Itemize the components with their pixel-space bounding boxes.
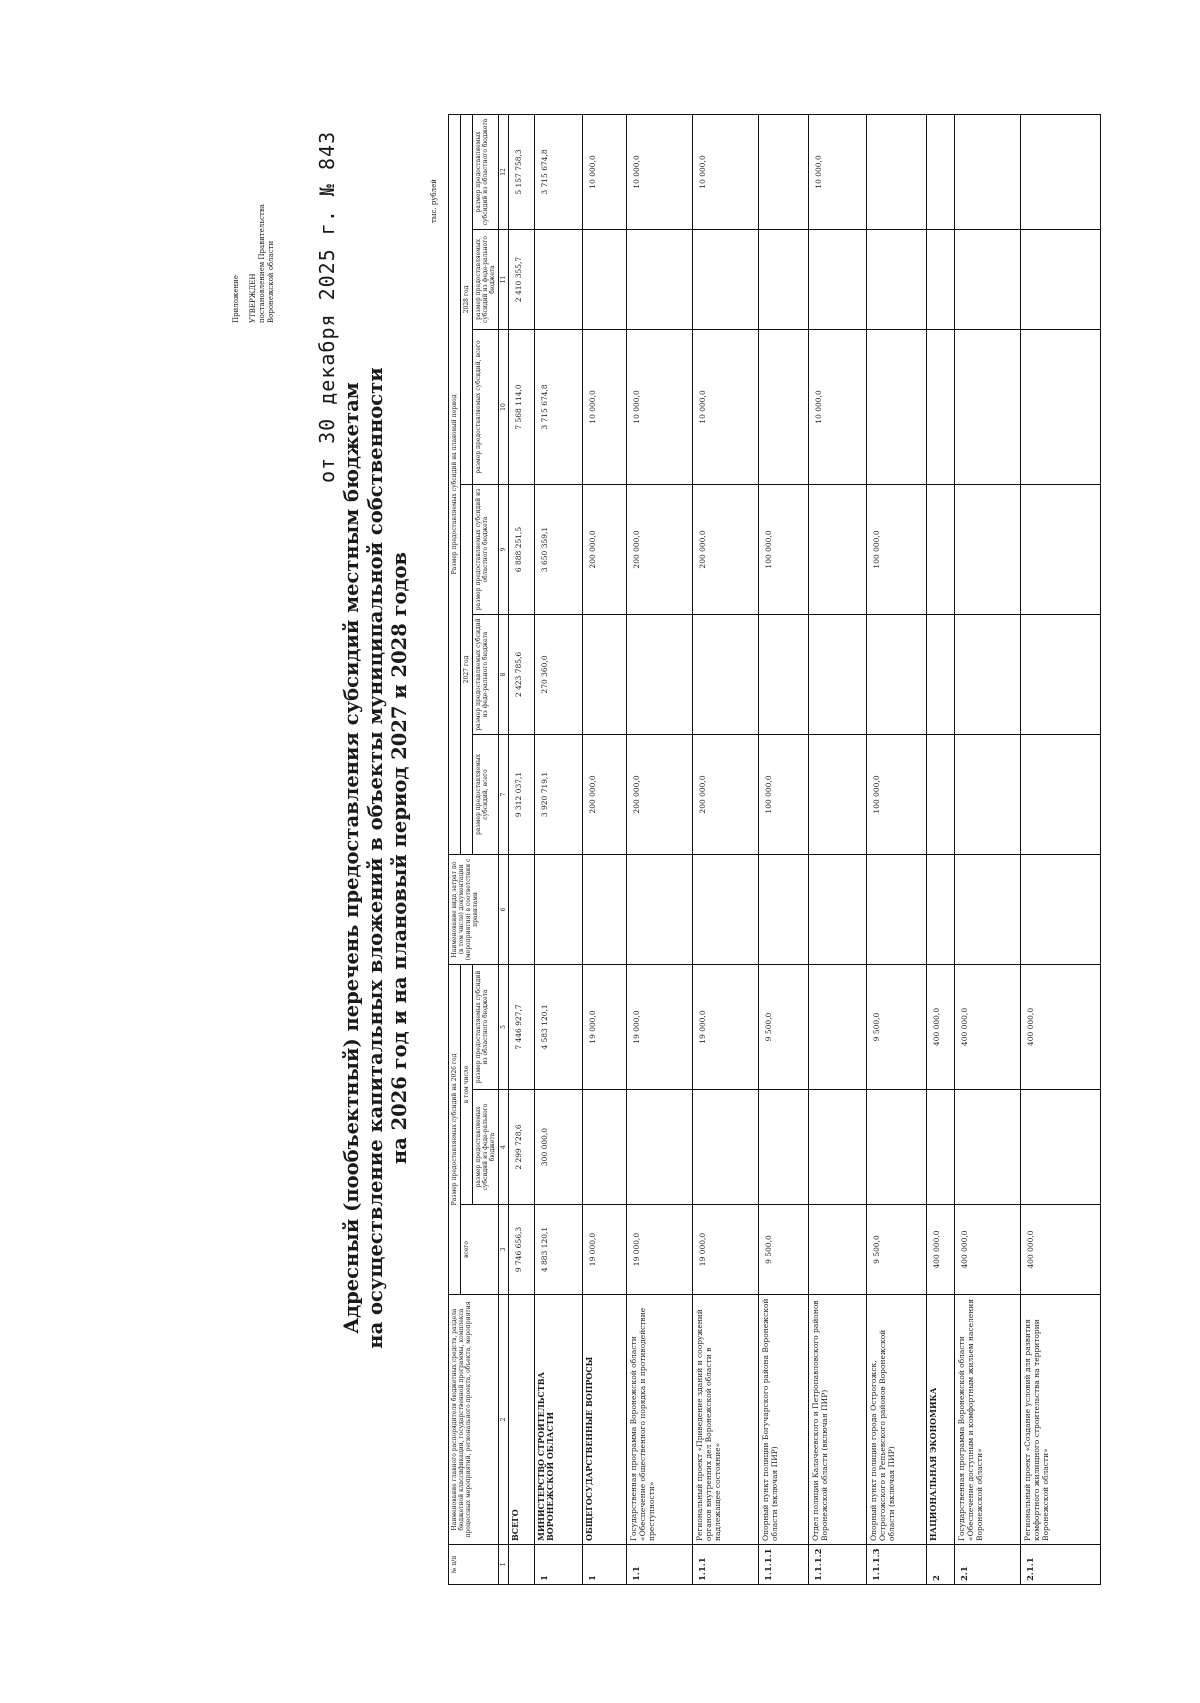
col-header-num: № п/п — [449, 1545, 499, 1585]
col-header-obl-2028: размер предоставляемых субсидий из областного бюджета — [473, 114, 499, 229]
cell-fed-2026 — [955, 1090, 1021, 1205]
cell-obl-2028: 10 000,0 — [693, 114, 759, 229]
row-name: Отдел полиции Калачеевского и Петропавловского районов Воронежской области (включая ПИР) — [809, 1295, 867, 1545]
cell-fed-2028 — [927, 229, 955, 329]
cell-obl-2028 — [955, 114, 1021, 229]
table-row — [759, 114, 809, 1584]
table-row — [809, 114, 867, 1584]
cell-total-2028: 10 000,0 — [809, 329, 867, 484]
cell-total-2028 — [927, 329, 955, 484]
row-number: 1.1.1.3 — [867, 1545, 927, 1585]
cell-obl-2027: 100 000,0 — [759, 484, 809, 614]
col-header-2028: 2028 год — [461, 114, 473, 484]
col-header-cost-type: Наименование вида затрат по (в том числе) документации (мероприятия) в соответствии с правилами — [449, 854, 499, 964]
cell-total-2028: 7 568 114,0 — [509, 329, 535, 484]
cell-fed-2026: 2 299 728,6 — [509, 1090, 535, 1205]
approved-label: УТВЕРЖДЕН — [249, 273, 257, 323]
cell-total-2027: 9 312 037,1 — [509, 734, 535, 854]
rotated-document-sheet — [0, 113, 1200, 1703]
table-row — [867, 114, 927, 1584]
cell-fed-2028 — [867, 229, 927, 329]
cell-fed-2027: 2 423 785,6 — [509, 614, 535, 734]
row-number: 1.1.1.2 — [809, 1545, 867, 1585]
cell-cost-type — [627, 854, 693, 964]
cell-obl-2027 — [927, 484, 955, 614]
cell-fed-2028 — [627, 229, 693, 329]
cell-cost-type — [867, 854, 927, 964]
col-header-obl-2026: размер предоставляемых субсидий из областного бюджета — [473, 964, 499, 1089]
col-index: 1 — [499, 1545, 509, 1585]
cell-cost-type — [927, 854, 955, 964]
appendix-label: Приложение — [232, 275, 240, 323]
cell-total-2028: 10 000,0 — [627, 329, 693, 484]
table-row — [1021, 114, 1101, 1584]
col-index: 12 — [499, 114, 509, 229]
row-name: Опорный пункт полиции Богучарского района Воронежской области (включая ПИР) — [759, 1295, 809, 1545]
cell-total-2026: 9 746 656,3 — [509, 1205, 535, 1295]
col-index: 6 — [499, 854, 509, 964]
cell-total-2026: 4 883 120,1 — [535, 1205, 583, 1295]
cell-cost-type — [759, 854, 809, 964]
cell-total-2028 — [759, 329, 809, 484]
cell-fed-2028: 2 410 355,7 — [509, 229, 535, 329]
cell-obl-2028: 10 000,0 — [583, 114, 627, 229]
subsidies-table — [448, 114, 1101, 1585]
cell-total-2028 — [1021, 329, 1101, 484]
cell-cost-type — [809, 854, 867, 964]
cell-obl-2028: 3 715 674,8 — [535, 114, 583, 229]
cell-total-2027: 3 920 719,1 — [535, 734, 583, 854]
cell-fed-2028 — [535, 229, 583, 329]
cell-total-2026: 19 000,0 — [693, 1205, 759, 1295]
cell-total-2028 — [955, 329, 1021, 484]
cell-obl-2028 — [759, 114, 809, 229]
cell-cost-type — [509, 854, 535, 964]
cell-fed-2027 — [927, 614, 955, 734]
row-number: 1 — [535, 1545, 583, 1585]
cell-total-2027 — [927, 734, 955, 854]
cell-total-2027 — [809, 734, 867, 854]
cell-obl-2027: 100 000,0 — [867, 484, 927, 614]
cell-obl-2028 — [927, 114, 955, 229]
col-index: 2 — [499, 1295, 509, 1545]
row-number: 1 — [583, 1545, 627, 1585]
cell-total-2027 — [955, 734, 1021, 854]
col-index: 4 — [499, 1090, 509, 1205]
cell-obl-2026: 19 000,0 — [627, 964, 693, 1089]
document-title — [340, 273, 412, 1443]
cell-obl-2026: 19 000,0 — [583, 964, 627, 1089]
title-line-3: на 2026 год и на плановый период 2027 и 2028 годов — [388, 551, 411, 1165]
col-header-total: всего — [461, 1205, 499, 1295]
cell-fed-2026 — [867, 1090, 927, 1205]
cell-obl-2027: 200 000,0 — [693, 484, 759, 614]
col-header-2027: 2027 год — [461, 484, 473, 854]
col-index: 7 — [499, 734, 509, 854]
cell-fed-2027: 270 360,0 — [535, 614, 583, 734]
approval-line-1: постановлением Правительства — [258, 204, 266, 323]
cell-fed-2026 — [693, 1090, 759, 1205]
cell-fed-2027 — [809, 614, 867, 734]
cell-obl-2026: 400 000,0 — [927, 964, 955, 1089]
cell-total-2027: 200 000,0 — [627, 734, 693, 854]
cell-total-2027: 200 000,0 — [693, 734, 759, 854]
cell-obl-2028: 5 157 758,3 — [509, 114, 535, 229]
cell-cost-type — [693, 854, 759, 964]
cell-cost-type — [1021, 854, 1101, 964]
cell-total-2027: 200 000,0 — [583, 734, 627, 854]
row-name: Государственная программа Воронежской области «Обеспечение общественного порядка и противодействие преступности» — [627, 1295, 693, 1545]
col-header-total-2027: размер предоставляемых субсидий, всего — [473, 734, 499, 854]
row-name: Региональный проект «Приведение зданий и сооружений органов внутренних дел Воронежской области в надлежащее состояние» — [693, 1295, 759, 1545]
cell-obl-2027: 200 000,0 — [583, 484, 627, 614]
col-header-fed-2027: размер предоставляемых субсидий из феде-рального бюджета — [473, 614, 499, 734]
cell-fed-2027 — [583, 614, 627, 734]
cell-fed-2027 — [627, 614, 693, 734]
table-row — [927, 114, 955, 1584]
col-header-2026: Размер предоставляемых субсидий на 2026 год — [449, 964, 461, 1294]
cell-obl-2027 — [955, 484, 1021, 614]
cell-fed-2027 — [1021, 614, 1101, 734]
cell-total-2028: 3 715 674,8 — [535, 329, 583, 484]
cell-obl-2026: 19 000,0 — [693, 964, 759, 1089]
cell-fed-2026 — [583, 1090, 627, 1205]
cell-fed-2027 — [759, 614, 809, 734]
approval-line-2: Воронежской области — [267, 240, 275, 323]
cell-total-2027: 100 000,0 — [759, 734, 809, 854]
row-number: 1.1.1.1 — [759, 1545, 809, 1585]
row-number: 1.1.1 — [693, 1545, 759, 1585]
cell-cost-type — [955, 854, 1021, 964]
col-index: 9 — [499, 484, 509, 614]
cell-cost-type — [583, 854, 627, 964]
column-index-row — [499, 114, 509, 1584]
cell-obl-2028: 10 000,0 — [809, 114, 867, 229]
col-index: 3 — [499, 1205, 509, 1295]
cell-obl-2026: 9 500,0 — [867, 964, 927, 1089]
cell-obl-2026: 4 583 120,1 — [535, 964, 583, 1089]
row-number — [509, 1545, 535, 1585]
table-row — [583, 114, 627, 1584]
col-header-fed-2028: размер предоставляемых субсидий из феде-рального бюджета — [473, 229, 499, 329]
cell-total-2026: 9 500,0 — [867, 1205, 927, 1295]
cell-fed-2027 — [867, 614, 927, 734]
cell-fed-2026 — [927, 1090, 955, 1205]
cell-obl-2026: 7 446 927,7 — [509, 964, 535, 1089]
cell-total-2026: 400 000,0 — [927, 1205, 955, 1295]
cell-total-2027 — [1021, 734, 1101, 854]
col-header-name: Наименование главного распорядителя бюджетных средств, раздела бюджетной классификации, государственной программы, комплекса процессных мероприятий, регионального проекта, объекта, мероприятия — [449, 1295, 499, 1545]
cell-obl-2027: 200 000,0 — [627, 484, 693, 614]
cell-obl-2028 — [867, 114, 927, 229]
cell-obl-2028: 10 000,0 — [627, 114, 693, 229]
col-header-obl-2027: размер предоставляемых субсидий из областного бюджета — [473, 484, 499, 614]
row-name: ВСЕГО — [509, 1295, 535, 1545]
cell-obl-2026: 9 500,0 — [759, 964, 809, 1089]
cell-fed-2028 — [583, 229, 627, 329]
table-row — [509, 114, 535, 1584]
cell-obl-2027 — [809, 484, 867, 614]
cell-fed-2028 — [693, 229, 759, 329]
table-row — [627, 114, 693, 1584]
units-label: тыс. рублей — [430, 179, 438, 223]
row-number: 2.1.1 — [1021, 1545, 1101, 1585]
row-name: Государственная программа Воронежской области «Обеспечение доступным и комфортным жильем населения Воронежской области» — [955, 1295, 1021, 1545]
cell-total-2028 — [867, 329, 927, 484]
col-header-total-2028: размер предоставляемых субсидий, всего — [473, 329, 499, 484]
approval-block — [232, 123, 276, 323]
col-index: 8 — [499, 614, 509, 734]
cell-fed-2028 — [809, 229, 867, 329]
title-line-2: на осуществление капитальных вложений в объекты муниципальной собственности — [364, 367, 387, 1349]
col-index: 5 — [499, 964, 509, 1089]
table-row — [955, 114, 1021, 1584]
row-name: Опорный пункт полиции города Острогожск, Острогожского и Репьевского районов Воронежской области (включая ПИР) — [867, 1295, 927, 1545]
cell-fed-2027 — [693, 614, 759, 734]
cell-total-2028: 10 000,0 — [583, 329, 627, 484]
cell-total-2026: 9 500,0 — [759, 1205, 809, 1295]
cell-obl-2027: 3 650 359,1 — [535, 484, 583, 614]
cell-total-2026: 400 000,0 — [955, 1205, 1021, 1295]
col-header-including: в том числе — [461, 964, 473, 1204]
table-row — [535, 114, 583, 1584]
cell-obl-2026: 400 000,0 — [1021, 964, 1101, 1089]
cell-obl-2026: 400 000,0 — [955, 964, 1021, 1089]
cell-fed-2026 — [1021, 1090, 1101, 1205]
cell-obl-2027 — [1021, 484, 1101, 614]
cell-total-2026: 19 000,0 — [583, 1205, 627, 1295]
title-line-1: Адресный (пообъектный) перечень предоставления субсидий местным бюджетам — [340, 382, 363, 1334]
cell-fed-2026: 300 000,0 — [535, 1090, 583, 1205]
date-number-stamp: от 30 декабря 2025 г. № 843 — [315, 130, 339, 483]
col-index: 11 — [499, 229, 509, 329]
cell-obl-2026 — [809, 964, 867, 1089]
row-number: 1.1 — [627, 1545, 693, 1585]
row-name: НАЦИОНАЛЬНАЯ ЭКОНОМИКА — [927, 1295, 955, 1545]
cell-cost-type — [535, 854, 583, 964]
table-row — [693, 114, 759, 1584]
col-header-plan-period: Размер предоставляемых субсидий на плановый период — [449, 114, 461, 854]
cell-fed-2026 — [627, 1090, 693, 1205]
row-name: Региональный проект «Создание условий для развития комфортного жилищного строительства на территории Воронежской области» — [1021, 1295, 1101, 1545]
col-header-fed-2026: размер предоставляемых субсидий из феде-рального бюджета — [473, 1090, 499, 1205]
cell-total-2026: 19 000,0 — [627, 1205, 693, 1295]
row-number: 2.1 — [955, 1545, 1021, 1585]
cell-fed-2028 — [1021, 229, 1101, 329]
header-row-1 — [449, 114, 461, 1584]
row-name: ОБЩЕГОСУДАРСТВЕННЫЕ ВОПРОСЫ — [583, 1295, 627, 1545]
cell-obl-2028 — [1021, 114, 1101, 229]
cell-fed-2027 — [955, 614, 1021, 734]
cell-total-2028: 10 000,0 — [693, 329, 759, 484]
col-index: 10 — [499, 329, 509, 484]
row-number: 2 — [927, 1545, 955, 1585]
row-name: МИНИСТЕРСТВО СТРОИТЕЛЬСТВА ВОРОНЕЖСКОЙ ОБЛАСТИ — [535, 1295, 583, 1545]
cell-fed-2028 — [955, 229, 1021, 329]
cell-obl-2027: 6 888 251,5 — [509, 484, 535, 614]
cell-total-2027: 100 000,0 — [867, 734, 927, 854]
cell-total-2026 — [809, 1205, 867, 1295]
cell-fed-2026 — [759, 1090, 809, 1205]
cell-fed-2026 — [809, 1090, 867, 1205]
cell-total-2026: 400 000,0 — [1021, 1205, 1101, 1295]
cell-fed-2028 — [759, 229, 809, 329]
